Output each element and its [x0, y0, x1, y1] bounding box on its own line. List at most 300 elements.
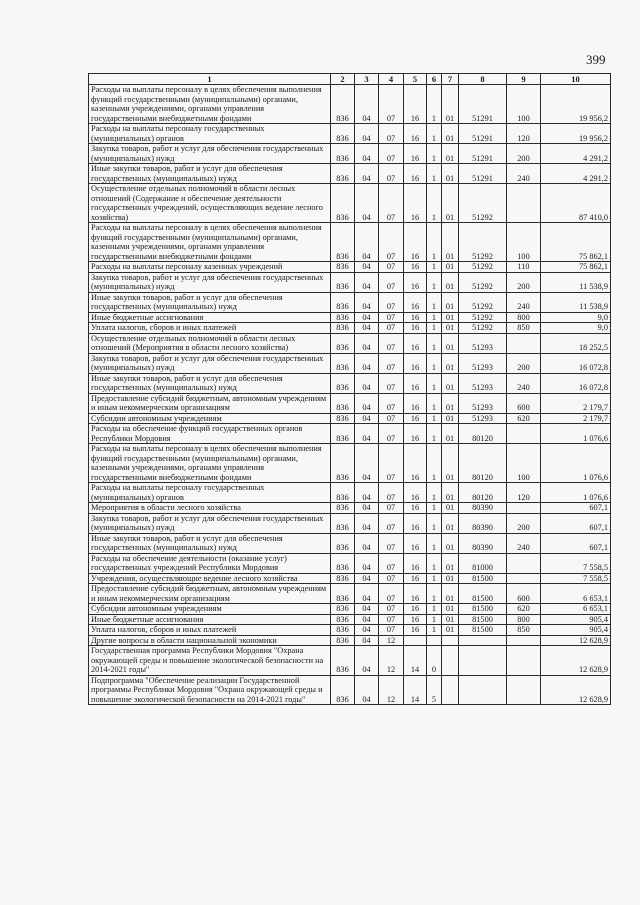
table-row	[89, 312, 611, 323]
cell-gov-code: 836	[331, 323, 355, 334]
cell-main-event: 01	[442, 604, 459, 615]
cell-program: 16	[404, 124, 427, 144]
cell-expense-type: 240	[507, 533, 541, 553]
cell-target-code: 51293	[459, 413, 507, 424]
cell-expense-type: 100	[507, 85, 541, 124]
cell-expense-type: 800	[507, 312, 541, 323]
cell-subprogram: 1	[427, 424, 442, 444]
table-row	[89, 553, 611, 573]
table-row	[89, 444, 611, 483]
row-name-cell	[89, 85, 331, 124]
cell-subprogram: 1	[427, 85, 442, 124]
cell-subsection: 07	[379, 184, 404, 223]
cell-target-code: 51291	[459, 124, 507, 144]
cell-target-code: 51292	[459, 323, 507, 334]
row-name-cell	[89, 584, 331, 604]
cell-expense-type: 200	[507, 513, 541, 533]
cell-gov-code: 836	[331, 85, 355, 124]
row-name-cell	[89, 513, 331, 533]
table-row	[89, 503, 611, 514]
cell-main-event: 01	[442, 124, 459, 144]
cell-main-event: 01	[442, 584, 459, 604]
cell-main-event: 01	[442, 503, 459, 514]
cell-subsection: 07	[379, 393, 404, 413]
cell-subsection: 07	[379, 333, 404, 353]
row-name-cell	[89, 444, 331, 483]
cell-expense-type: 100	[507, 444, 541, 483]
table-row	[89, 584, 611, 604]
cell-subsection: 07	[379, 353, 404, 373]
cell-gov-code: 836	[331, 604, 355, 615]
row-name-cell	[89, 312, 331, 323]
cell-subprogram: 1	[427, 144, 442, 164]
cell-section: 04	[355, 223, 379, 262]
table-row	[89, 424, 611, 444]
table-row	[89, 124, 611, 144]
cell-subprogram: 1	[427, 573, 442, 584]
cell-section: 04	[355, 164, 379, 184]
cell-gov-code: 836	[331, 373, 355, 393]
row-name-cell	[89, 223, 331, 262]
cell-program: 16	[404, 272, 427, 292]
row-name: Учреждения, осуществляющие ведение лесного хозяйства	[91, 573, 298, 583]
cell-main-event: 01	[442, 533, 459, 553]
cell-gov-code: 836	[331, 223, 355, 262]
cell-target-code: 51293	[459, 393, 507, 413]
budget-table	[88, 73, 611, 705]
cell-gov-code: 836	[331, 625, 355, 636]
cell-section: 04	[355, 323, 379, 334]
cell-gov-code: 836	[331, 553, 355, 573]
row-name: Закупка товаров, работ и услуг для обеспечения государственных (муниципальных) нужд	[91, 144, 324, 163]
cell-subsection: 07	[379, 584, 404, 604]
cell-gov-code: 836	[331, 124, 355, 144]
cell-amount: 2 179,7	[541, 393, 611, 413]
cell-section: 04	[355, 262, 379, 273]
table-row	[89, 353, 611, 373]
cell-main-event: 01	[442, 85, 459, 124]
row-name: Мероприятия в области лесного хозяйства	[91, 503, 241, 512]
cell-amount: 12 628,9	[541, 646, 611, 676]
table-row	[89, 646, 611, 676]
cell-subsection: 12	[379, 675, 404, 705]
cell-main-event: 01	[442, 513, 459, 533]
table-row	[89, 625, 611, 636]
col-header-1: 1	[89, 74, 331, 85]
row-name-cell	[89, 424, 331, 444]
cell-gov-code: 836	[331, 413, 355, 424]
cell-subsection: 07	[379, 573, 404, 584]
table-row	[89, 223, 611, 262]
cell-amount: 12 628,9	[541, 635, 611, 646]
cell-subsection: 07	[379, 164, 404, 184]
cell-program: 16	[404, 353, 427, 373]
cell-subprogram: 1	[427, 533, 442, 553]
cell-gov-code: 836	[331, 444, 355, 483]
cell-section: 04	[355, 513, 379, 533]
row-name: Иные закупки товаров, работ и услуг для обеспечения государственных (муниципальных) нужд	[91, 373, 283, 392]
cell-expense-type	[507, 675, 541, 705]
row-name: Субсидии автономным учреждениям	[91, 604, 222, 613]
col-header-5: 5	[404, 74, 427, 85]
cell-expense-type: 240	[507, 164, 541, 184]
cell-target-code: 51292	[459, 312, 507, 323]
cell-amount: 1 076,6	[541, 424, 611, 444]
cell-gov-code: 836	[331, 424, 355, 444]
cell-amount: 905,4	[541, 614, 611, 625]
row-name: Закупка товаров, работ и услуг для обеспечения государственных (муниципальных) нужд	[91, 513, 324, 532]
row-name: Другие вопросы в области национальной экономики	[91, 635, 277, 645]
cell-expense-type	[507, 184, 541, 223]
cell-gov-code: 836	[331, 272, 355, 292]
cell-subsection: 07	[379, 272, 404, 292]
cell-target-code: 81500	[459, 614, 507, 625]
cell-section: 04	[355, 604, 379, 615]
row-name: Предоставление субсидий бюджетным, автономным учреждениям и иным некоммерческим организациям	[91, 393, 327, 412]
cell-subprogram: 1	[427, 553, 442, 573]
row-name-cell	[89, 483, 331, 503]
cell-amount: 11 538,9	[541, 292, 611, 312]
cell-expense-type: 110	[507, 262, 541, 273]
row-name-cell	[89, 292, 331, 312]
cell-main-event: 01	[442, 272, 459, 292]
cell-gov-code: 836	[331, 513, 355, 533]
cell-main-event: 01	[442, 614, 459, 625]
row-name: Расходы на выплаты персоналу в целях обеспечения выполнения функций государственными (муниципальными) органами, казенными учреждениями, органами управления государственными внебюджетными фондами	[91, 444, 322, 482]
cell-target-code: 51293	[459, 333, 507, 353]
row-name: Иные закупки товаров, работ и услуг для обеспечения государственных (муниципальных) нужд	[91, 292, 283, 311]
cell-gov-code: 836	[331, 164, 355, 184]
cell-target-code: 51292	[459, 292, 507, 312]
cell-gov-code: 836	[331, 262, 355, 273]
cell-subsection: 12	[379, 635, 404, 646]
cell-amount: 16 072,8	[541, 353, 611, 373]
row-name: Расходы на выплаты персоналу государственных (муниципальных) органов	[91, 124, 265, 143]
cell-gov-code: 836	[331, 584, 355, 604]
row-name: Расходы на выплаты персоналу в целях обеспечения выполнения функций государственными (муниципальными) органами, казенными учреждениями, органами управления государственными внебюджетными фондами	[91, 223, 322, 261]
cell-target-code: 80390	[459, 503, 507, 514]
cell-amount: 75 862,1	[541, 262, 611, 273]
cell-subsection: 07	[379, 604, 404, 615]
cell-subprogram: 1	[427, 625, 442, 636]
cell-target-code: 80120	[459, 424, 507, 444]
row-name: Расходы на выплаты персоналу в целях обеспечения выполнения функций государственными (муниципальными) органами, казенными учреждениями, органами управления государственными внебюджетными фондами	[91, 85, 322, 123]
cell-program: 16	[404, 393, 427, 413]
cell-main-event: 01	[442, 164, 459, 184]
cell-subprogram: 1	[427, 353, 442, 373]
cell-main-event: 01	[442, 323, 459, 334]
row-name: Уплата налогов, сборов и иных платежей	[91, 625, 237, 634]
row-name-cell	[89, 184, 331, 223]
row-name: Расходы на обеспечение деятельности (оказание услуг) государственных учреждений Республики Мордовия	[91, 553, 287, 572]
row-name: Осуществление отдельных полномочий в области лесных отношений (Мероприятия в области лесного хозяйства)	[91, 333, 296, 352]
cell-target-code	[459, 675, 507, 705]
cell-target-code: 51293	[459, 353, 507, 373]
col-header-9: 9	[507, 74, 541, 85]
cell-main-event: 01	[442, 483, 459, 503]
table-row	[89, 604, 611, 615]
cell-main-event: 01	[442, 625, 459, 636]
cell-subsection: 07	[379, 625, 404, 636]
cell-subsection: 07	[379, 124, 404, 144]
cell-expense-type	[507, 553, 541, 573]
cell-amount: 905,4	[541, 625, 611, 636]
cell-subsection: 07	[379, 483, 404, 503]
cell-target-code: 51293	[459, 373, 507, 393]
cell-expense-type	[507, 646, 541, 676]
cell-expense-type	[507, 635, 541, 646]
cell-amount: 4 291,2	[541, 144, 611, 164]
cell-subprogram: 1	[427, 323, 442, 334]
cell-program: 16	[404, 184, 427, 223]
table-row	[89, 513, 611, 533]
cell-gov-code: 836	[331, 312, 355, 323]
col-header-8: 8	[459, 74, 507, 85]
cell-expense-type: 200	[507, 272, 541, 292]
cell-subsection: 07	[379, 85, 404, 124]
cell-target-code: 80390	[459, 513, 507, 533]
cell-subsection: 07	[379, 323, 404, 334]
cell-subprogram: 1	[427, 483, 442, 503]
cell-amount: 19 956,2	[541, 124, 611, 144]
cell-gov-code: 836	[331, 393, 355, 413]
row-name-cell	[89, 604, 331, 615]
cell-section: 04	[355, 444, 379, 483]
cell-section: 04	[355, 353, 379, 373]
cell-expense-type: 100	[507, 223, 541, 262]
cell-program: 16	[404, 223, 427, 262]
cell-amount: 1 076,6	[541, 483, 611, 503]
cell-program: 16	[404, 573, 427, 584]
cell-amount: 16 072,8	[541, 373, 611, 393]
cell-subprogram: 1	[427, 503, 442, 514]
cell-subprogram: 1	[427, 292, 442, 312]
cell-expense-type: 850	[507, 625, 541, 636]
cell-subsection: 07	[379, 223, 404, 262]
col-header-3: 3	[355, 74, 379, 85]
table-row	[89, 614, 611, 625]
row-name: Государственная программа Республики Мордовия "Охрана окружающей среды и повышение экологической безопасности на 2014-2021 годы"	[91, 646, 324, 674]
cell-subprogram: 1	[427, 272, 442, 292]
row-name-cell	[89, 413, 331, 424]
cell-subprogram: 1	[427, 513, 442, 533]
row-name-cell	[89, 635, 331, 646]
cell-section: 04	[355, 635, 379, 646]
cell-main-event: 01	[442, 573, 459, 584]
cell-target-code: 51291	[459, 164, 507, 184]
cell-program: 16	[404, 85, 427, 124]
cell-expense-type: 120	[507, 483, 541, 503]
cell-subprogram: 1	[427, 614, 442, 625]
cell-target-code: 80390	[459, 533, 507, 553]
cell-program: 16	[404, 614, 427, 625]
cell-subsection: 07	[379, 533, 404, 553]
table-row	[89, 164, 611, 184]
cell-expense-type	[507, 503, 541, 514]
table-row	[89, 573, 611, 584]
row-name-cell	[89, 272, 331, 292]
table-row	[89, 373, 611, 393]
cell-expense-type	[507, 573, 541, 584]
cell-amount: 75 862,1	[541, 223, 611, 262]
cell-target-code: 51292	[459, 272, 507, 292]
cell-subprogram: 0	[427, 646, 442, 676]
cell-main-event: 01	[442, 144, 459, 164]
table-row	[89, 333, 611, 353]
cell-section: 04	[355, 184, 379, 223]
cell-main-event: 01	[442, 353, 459, 373]
table-row	[89, 635, 611, 646]
cell-program: 16	[404, 625, 427, 636]
row-name-cell	[89, 553, 331, 573]
cell-expense-type: 600	[507, 393, 541, 413]
row-name: Иные бюджетные ассигнования	[91, 312, 204, 322]
cell-expense-type	[507, 333, 541, 353]
row-name: Подпрограмма "Обеспечение реализации Государственной программы Республики Мордовия "Охрана окружающей среды и повышение экологической безопасности на 2014-2021 годы"	[91, 675, 323, 704]
cell-program: 16	[404, 584, 427, 604]
cell-main-event: 01	[442, 413, 459, 424]
cell-section: 04	[355, 573, 379, 584]
cell-subprogram: 1	[427, 124, 442, 144]
cell-subprogram: 1	[427, 184, 442, 223]
cell-target-code: 81500	[459, 604, 507, 615]
cell-program: 16	[404, 333, 427, 353]
row-name-cell	[89, 533, 331, 553]
table-row	[89, 292, 611, 312]
cell-gov-code: 836	[331, 483, 355, 503]
row-name: Субсидии автономным учреждениям	[91, 413, 222, 423]
cell-section: 04	[355, 675, 379, 705]
cell-target-code: 51292	[459, 262, 507, 273]
cell-main-event	[442, 675, 459, 705]
cell-amount: 607,1	[541, 533, 611, 553]
cell-subsection: 07	[379, 292, 404, 312]
cell-section: 04	[355, 533, 379, 553]
cell-section: 04	[355, 124, 379, 144]
cell-gov-code: 836	[331, 292, 355, 312]
cell-program: 16	[404, 292, 427, 312]
cell-main-event: 01	[442, 223, 459, 262]
table-row	[89, 483, 611, 503]
table-row	[89, 533, 611, 553]
cell-program: 14	[404, 675, 427, 705]
row-name-cell	[89, 646, 331, 676]
cell-amount: 7 558,5	[541, 553, 611, 573]
row-name: Уплата налогов, сборов и иных платежей	[91, 323, 237, 332]
cell-main-event: 01	[442, 424, 459, 444]
row-name-cell	[89, 353, 331, 373]
cell-subprogram: 1	[427, 584, 442, 604]
cell-amount: 11 538,9	[541, 272, 611, 292]
cell-gov-code: 836	[331, 184, 355, 223]
cell-section: 04	[355, 393, 379, 413]
cell-target-code: 51292	[459, 223, 507, 262]
col-header-7: 7	[442, 74, 459, 85]
row-name-cell	[89, 373, 331, 393]
cell-subprogram: 1	[427, 444, 442, 483]
row-name-cell	[89, 124, 331, 144]
cell-program: 16	[404, 513, 427, 533]
cell-subprogram	[427, 635, 442, 646]
cell-section: 04	[355, 553, 379, 573]
cell-gov-code: 836	[331, 675, 355, 705]
cell-program	[404, 635, 427, 646]
row-name-cell	[89, 625, 331, 636]
table-row	[89, 675, 611, 705]
cell-section: 04	[355, 312, 379, 323]
cell-target-code: 51291	[459, 144, 507, 164]
table-row	[89, 272, 611, 292]
cell-section: 04	[355, 483, 379, 503]
cell-target-code: 81500	[459, 625, 507, 636]
cell-subprogram: 1	[427, 164, 442, 184]
cell-target-code: 80120	[459, 444, 507, 483]
cell-amount: 7 558,5	[541, 573, 611, 584]
cell-gov-code: 836	[331, 144, 355, 164]
cell-expense-type: 200	[507, 144, 541, 164]
row-name-cell	[89, 323, 331, 334]
cell-amount: 6 653,1	[541, 584, 611, 604]
cell-subprogram: 1	[427, 312, 442, 323]
col-header-10: 10	[541, 74, 611, 85]
cell-gov-code: 836	[331, 333, 355, 353]
cell-amount: 12 628,9	[541, 675, 611, 705]
row-name-cell	[89, 675, 331, 705]
table-row	[89, 413, 611, 424]
col-header-4: 4	[379, 74, 404, 85]
row-name: Закупка товаров, работ и услуг для обеспечения государственных (муниципальных) нужд	[91, 353, 324, 372]
cell-subprogram: 1	[427, 604, 442, 615]
cell-expense-type: 800	[507, 614, 541, 625]
cell-main-event: 01	[442, 553, 459, 573]
cell-expense-type	[507, 424, 541, 444]
row-name: Иные закупки товаров, работ и услуг для обеспечения государственных (муниципальных) нужд	[91, 164, 283, 183]
cell-section: 04	[355, 625, 379, 636]
cell-section: 04	[355, 646, 379, 676]
cell-target-code: 81500	[459, 584, 507, 604]
cell-gov-code: 836	[331, 533, 355, 553]
cell-gov-code: 836	[331, 573, 355, 584]
cell-subprogram: 5	[427, 675, 442, 705]
cell-program: 16	[404, 164, 427, 184]
cell-amount: 19 956,2	[541, 85, 611, 124]
cell-program: 16	[404, 503, 427, 514]
row-name-cell	[89, 503, 331, 514]
table-row	[89, 85, 611, 124]
cell-section: 04	[355, 85, 379, 124]
cell-subsection: 07	[379, 413, 404, 424]
cell-section: 04	[355, 503, 379, 514]
row-name-cell	[89, 333, 331, 353]
col-header-2: 2	[331, 74, 355, 85]
cell-amount: 1 076,6	[541, 444, 611, 483]
row-name-cell	[89, 262, 331, 273]
row-name-cell	[89, 614, 331, 625]
cell-amount: 2 179,7	[541, 413, 611, 424]
cell-expense-type: 120	[507, 124, 541, 144]
cell-gov-code: 836	[331, 646, 355, 676]
cell-subprogram: 1	[427, 373, 442, 393]
cell-amount: 6 653,1	[541, 604, 611, 615]
cell-main-event	[442, 635, 459, 646]
cell-main-event: 01	[442, 373, 459, 393]
cell-subsection: 07	[379, 373, 404, 393]
cell-target-code	[459, 635, 507, 646]
cell-target-code	[459, 646, 507, 676]
cell-target-code: 81500	[459, 573, 507, 584]
table-row	[89, 184, 611, 223]
cell-gov-code: 836	[331, 635, 355, 646]
